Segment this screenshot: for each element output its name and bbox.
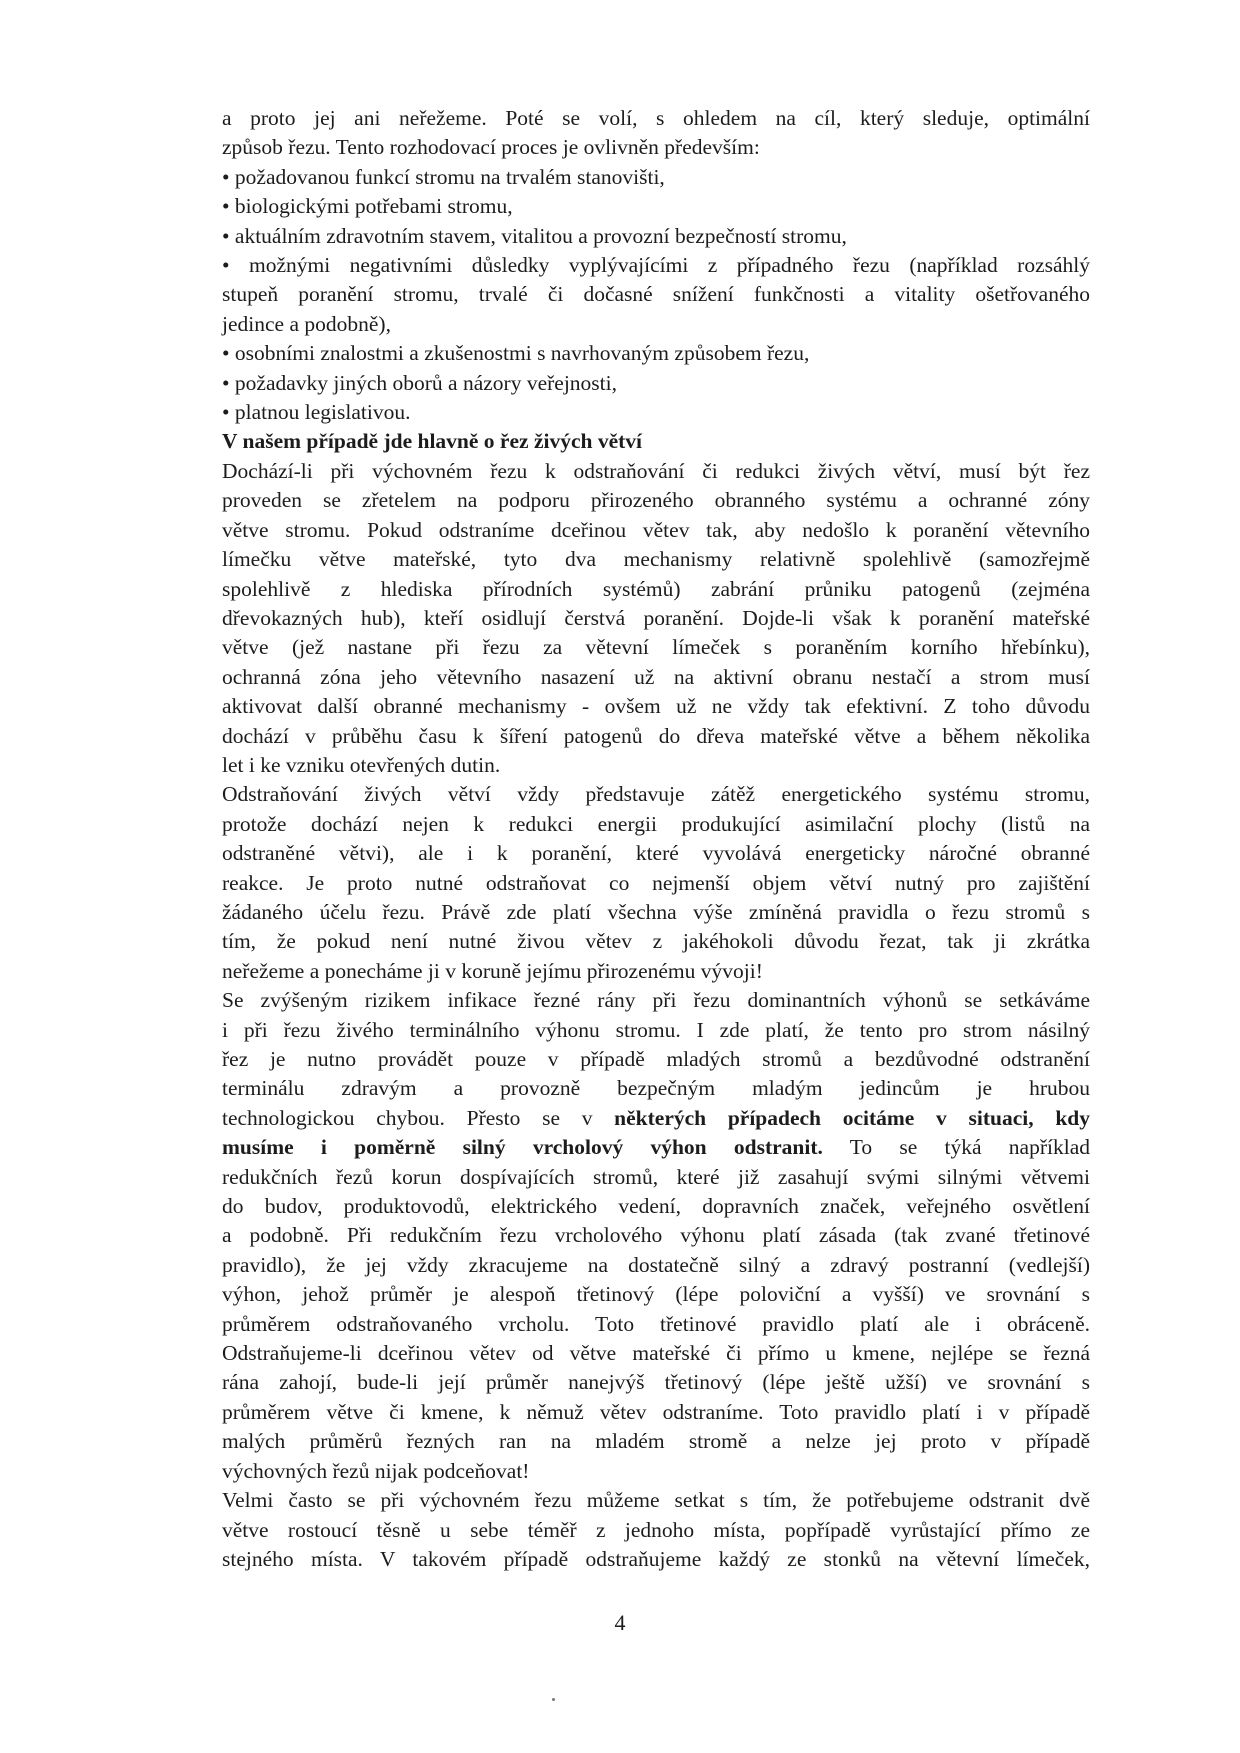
bold-text: musíme i poměrně silný vrcholový výhon odstranit. xyxy=(222,1135,823,1160)
text-run: reakce. Je proto nutné odstraňovat co nejmenší objem větví nutný pro zajištění xyxy=(222,870,1090,895)
text-run: Odstraňování živých větví vždy představuje zátěž energetického systému stromu, xyxy=(222,782,1090,807)
text-line xyxy=(222,339,1090,368)
text-run: terminálu zdravým a provozně bezpečným mladým jedincům je hrubou xyxy=(222,1076,1090,1101)
text-line xyxy=(222,927,1090,956)
text-run: větve (jež nastane při řezu za větevní límeček s poraněním korního hřebínku), xyxy=(222,635,1090,660)
text-run: • biologickými potřebami stromu, xyxy=(222,194,513,219)
text-run: odstraněné větvi), ale i k poranění, které vyvolává energeticky náročné obranné xyxy=(222,841,1090,866)
text-line xyxy=(222,604,1090,633)
text-line xyxy=(222,310,1090,339)
text-run: protože dochází nejen k redukci energii produkující asimilační plochy (listů na xyxy=(222,811,1090,836)
text-line xyxy=(222,369,1090,398)
text-line xyxy=(222,427,1090,456)
text-run: žádaného účelu řezu. Právě zde platí všechna výše zmíněná pravidla o řezu stromů s xyxy=(222,899,1090,924)
text-run: Odstraňujeme-li dceřinou větev od větve mateřské či přímo u kmene, nejlépe se řezná xyxy=(222,1341,1090,1366)
text-line xyxy=(222,280,1090,309)
text-line xyxy=(222,1280,1090,1309)
text-line xyxy=(222,1016,1090,1045)
scan-speck xyxy=(552,1698,555,1701)
text-run: • osobními znalostmi a zkušenostmi s navrhovaným způsobem řezu, xyxy=(222,341,810,366)
text-line xyxy=(222,1545,1090,1574)
text-line xyxy=(222,575,1090,604)
text-run: stejného místa. V takovém případě odstraňujeme každý ze stonků na větevní límeček, xyxy=(222,1546,1090,1571)
text-line xyxy=(222,839,1090,868)
text-run: tím, že pokud není nutné živou větev z jakéhokoli důvodu řezat, tak ji zkrátka xyxy=(222,929,1090,954)
text-run: větve rostoucí těsně u sebe téměř z jednoho místa, popřípadě vyrůstající přímo ze xyxy=(222,1517,1090,1542)
text-run: technologickou chybou. Přesto se v xyxy=(222,1105,615,1130)
text-line xyxy=(222,1163,1090,1192)
text-run: To se týká například xyxy=(822,1135,1090,1160)
text-run: • požadavky jiných oborů a názory veřejnosti, xyxy=(222,370,617,395)
text-run: neřežeme a ponecháme ji v koruně jejímu přirozenému vývoji! xyxy=(222,958,763,983)
text-line xyxy=(222,810,1090,839)
text-run: způsob řezu. Tento rozhodovací proces je ovlivněn především: xyxy=(222,135,760,160)
text-run: a podobně. Při redukčním řezu vrcholového výhonu platí zásada (tak zvané třetinové xyxy=(222,1223,1090,1248)
text-line xyxy=(222,222,1090,251)
text-run: • aktuálním zdravotním stavem, vitalitou a provozní bezpečností stromu, xyxy=(222,223,847,248)
text-run: do budov, produktovodů, elektrického vedení, dopravních značek, veřejného osvětlení xyxy=(222,1194,1090,1219)
text-run: malých průměrů řezných ran na mladém stromě a nelze jej proto v případě xyxy=(222,1429,1090,1454)
text-line xyxy=(222,133,1090,162)
text-line xyxy=(222,1045,1090,1074)
bold-text: V našem případě jde hlavně o řez živých větví xyxy=(222,429,643,454)
text-run: • požadovanou funkcí stromu na trvalém stanovišti, xyxy=(222,164,665,189)
text-line xyxy=(222,104,1090,133)
text-line xyxy=(222,516,1090,545)
text-line xyxy=(222,1310,1090,1339)
text-run: i při řezu živého terminálního výhonu stromu. I zde platí, že tento pro strom násilný xyxy=(222,1017,1090,1042)
text-run: větve stromu. Pokud odstraníme dceřinou větev tak, aby nedošlo k poranění větevního xyxy=(222,517,1090,542)
text-line xyxy=(222,1339,1090,1368)
text-line xyxy=(222,1398,1090,1427)
text-line xyxy=(222,163,1090,192)
text-run: • možnými negativními důsledky vyplývajícími z případného řezu (například rozsáhlý xyxy=(222,253,1090,278)
text-run: spolehlivě z hlediska přírodních systémů) zabrání průniku patogenů (zejména xyxy=(222,576,1090,601)
text-run: proveden se zřetelem na podporu přirozeného obranného systému a ochranné zóny xyxy=(222,488,1090,513)
text-line xyxy=(222,780,1090,809)
text-run: výchovných řezů nijak podceňovat! xyxy=(222,1458,530,1483)
text-run: průměrem větve či kmene, k němuž větev odstraníme. Toto pravidlo platí i v případě xyxy=(222,1399,1090,1424)
text-run: aktivovat další obranné mechanismy - ovšem už ne vždy tak efektivní. Z toho důvodu xyxy=(222,694,1090,719)
text-run: límečku větve mateřské, tyto dva mechanismy relativně spolehlivě (samozřejmě xyxy=(222,547,1090,572)
text-run: Se zvýšeným rizikem infikace řezné rány při řezu dominantních výhonů se setkáváme xyxy=(222,988,1090,1013)
text-run: Velmi často se při výchovném řezu můžeme setkat s tím, že potřebujeme odstranit dvě xyxy=(222,1488,1090,1513)
text-run: dochází v průběhu času k šíření patogenů do dřeva mateřské větve a během několika xyxy=(222,723,1090,748)
text-line xyxy=(222,1133,1090,1162)
text-run: rána zahojí, bude-li její průměr nanejvýš třetinový (lépe ještě užší) ve srovnání s xyxy=(222,1370,1090,1395)
text-line xyxy=(222,869,1090,898)
text-line xyxy=(222,1368,1090,1397)
text-line xyxy=(222,398,1090,427)
text-run: let i ke vzniku otevřených dutin. xyxy=(222,752,501,777)
text-run: dřevokazných hub), kteří osidlují čerstvá poranění. Dojde-li však k poranění mateřské xyxy=(222,605,1090,630)
text-run: řez je nutno provádět pouze v případě mladých stromů a bezdůvodné odstranění xyxy=(222,1047,1090,1071)
text-run: redukčních řezů korun dospívajících stromů, které již zasahují svými silnými větvemi xyxy=(222,1164,1090,1189)
text-line xyxy=(222,1104,1090,1133)
text-line xyxy=(222,986,1090,1015)
text-line xyxy=(222,751,1090,780)
text-line xyxy=(222,1074,1090,1103)
bold-text: některých případech ocitáme v situaci, kdy xyxy=(614,1105,1090,1130)
text-line xyxy=(222,663,1090,692)
text-line xyxy=(222,692,1090,721)
text-run: výhon, jehož průměr je alespoň třetinový (lépe poloviční a vyšší) ve srovnání s xyxy=(222,1282,1090,1307)
text-run: jedince a podobně), xyxy=(222,311,391,336)
text-line xyxy=(222,633,1090,662)
text-run: průměrem odstraňovaného vrcholu. Toto třetinové pravidlo platí ale i obráceně. xyxy=(222,1311,1090,1336)
text-line xyxy=(222,722,1090,751)
text-line xyxy=(222,545,1090,574)
text-line xyxy=(222,898,1090,927)
text-line xyxy=(222,251,1090,280)
text-line xyxy=(222,1427,1090,1456)
text-run: pravidlo), že jej vždy zkracujeme na dostatečně silný a zdravý postranní (vedlejší) xyxy=(222,1252,1090,1277)
text-run: Dochází-li při výchovném řezu k odstraňování či redukci živých větví, musí být řez xyxy=(222,458,1090,483)
text-line xyxy=(222,457,1090,486)
text-line xyxy=(222,1516,1090,1545)
text-line xyxy=(222,486,1090,515)
text-run: a proto jej ani neřežeme. Poté se volí, s ohledem na cíl, který sleduje, optimální xyxy=(222,106,1090,130)
text-run: stupeň poranění stromu, trvalé či dočasné snížení funkčnosti a vitality ošetřovaného xyxy=(222,282,1090,307)
page-number: 4 xyxy=(614,1610,626,1635)
text-line xyxy=(222,1457,1090,1486)
text-line xyxy=(222,1221,1090,1250)
text-line xyxy=(222,192,1090,221)
body-text xyxy=(222,104,1090,1574)
text-run: ochranná zóna jeho větevního nasazení už na aktivní obranu nestačí a strom musí xyxy=(222,664,1090,689)
text-line xyxy=(222,1486,1090,1515)
text-line xyxy=(222,1192,1090,1221)
text-line xyxy=(222,957,1090,986)
text-line xyxy=(222,1251,1090,1280)
text-run: • platnou legislativou. xyxy=(222,400,411,425)
